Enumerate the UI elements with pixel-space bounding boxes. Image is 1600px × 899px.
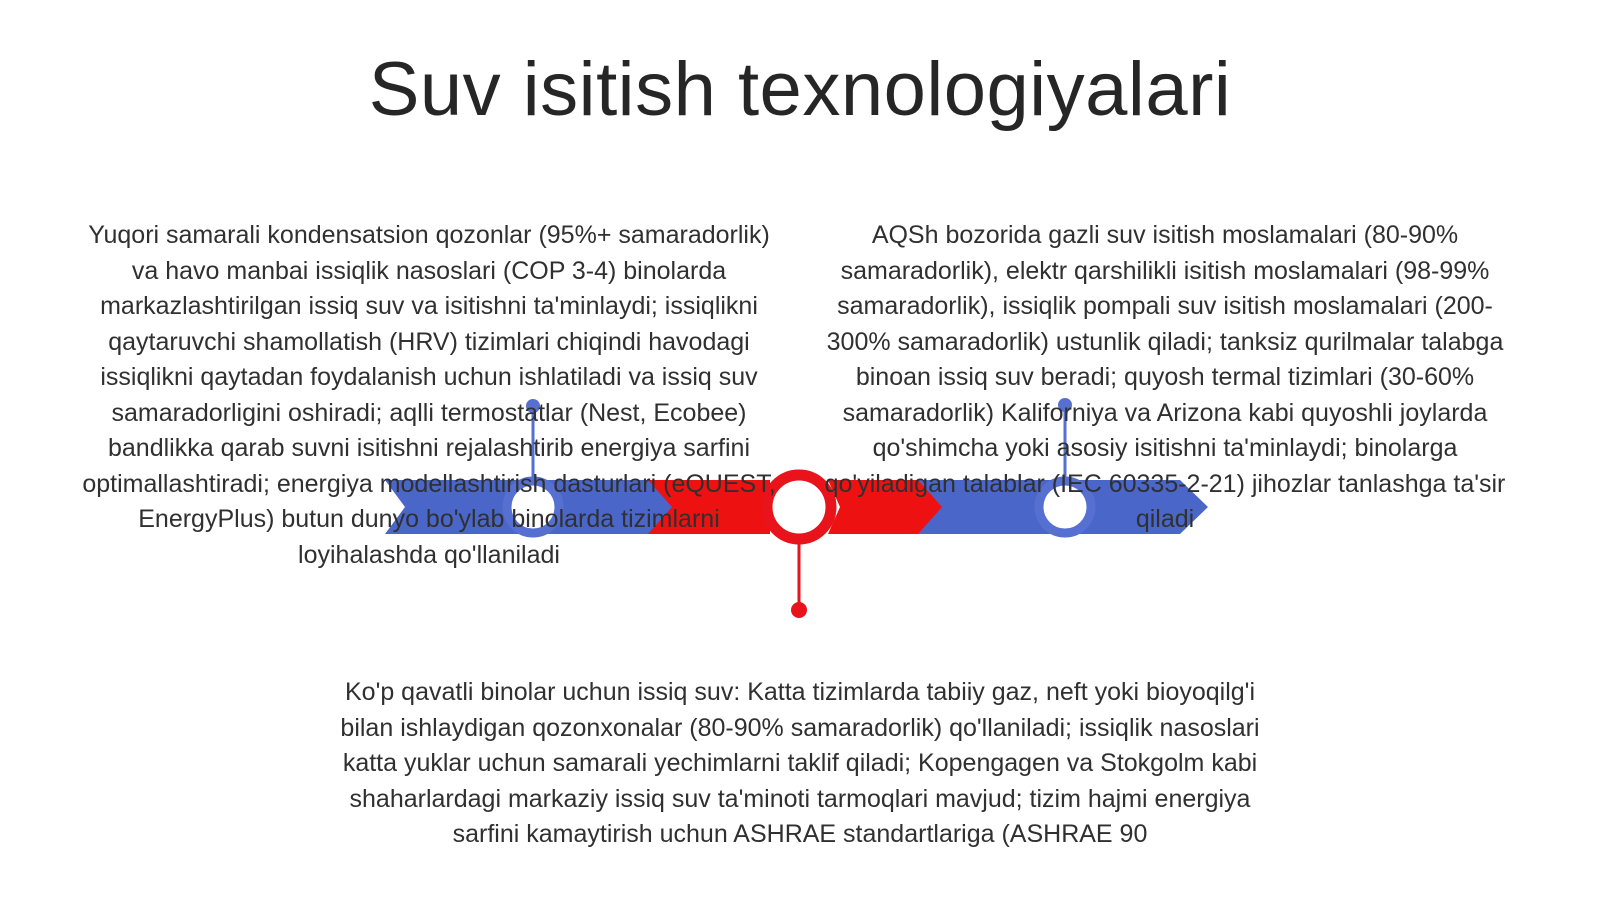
timeline-dot-center bbox=[791, 602, 807, 618]
text-block-right: AQSh bozorida gazli suv isitish moslamalari (80-90% samaradorlik), elektr qarshilikli isitish moslamalari (98-99% samaradorlik), issiqlik pompali suv isitish moslamalari (200-300% samaradorlik) ustunlik qiladi; tanksiz qurilmalar talabga binoan issiq suv beradi; quyosh termal tizimlari (30-60% samaradorlik) Kaliforniya va Arizona kabi quyoshli joylarda qo'shimcha yoki asosiy isitishni ta'minlaydi; binolarga qo'yiladigan talablar (IEC 60335-2-21) jihozlar tanlashga ta'sir qiladi bbox=[824, 221, 1506, 533]
text-block-left: Yuqori samarali kondensatsion qozonlar (95%+ samaradorlik) va havo manbai issiqlik nasoslari (COP 3-4) binolarda markazlashtirilgan issiq suv va isitishni ta'minlaydi; issiqlikni qaytaruvchi shamollatish (HRV) tizimlari chiqindi havodagi issiqlikni qaytadan foydalanish uchun ishlatiladi va issiq suv samaradorligini oshiradi; aqlli termostatlar (Nest, Ecobee) bandlikka qarab suvni isitishni rejalashtirib energiya sarfini optimallashtiradi; energiya modellashtirish dasturlari (eQUEST, EnergyPlus) butun dunyo bo'ylab binolarda tizimlarni loyihalashda qo'llaniladi bbox=[82, 221, 776, 569]
text-block-bottom: Ko'p qavatli binolar uchun issiq suv: Katta tizimlarda tabiiy gaz, neft yoki bioyoqilg'i bilan ishlaydigan qozonxonalar (80-90% samaradorlik) qo'llaniladi; issiqlik nasoslari katta yuklar uchun samarali yechimlarni taklif qiladi; Kopengagen va Stokgolm kabi shaharlardagi markaziy issiq suv ta'minoti tarmoqlari mavjud; tizim hajmi energiya sarfini kamaytirish uchun ASHRAE standartlariga (ASHRAE 90 bbox=[340, 678, 1260, 848]
slide-title: Suv isitish texnologiyalari bbox=[368, 47, 1232, 132]
